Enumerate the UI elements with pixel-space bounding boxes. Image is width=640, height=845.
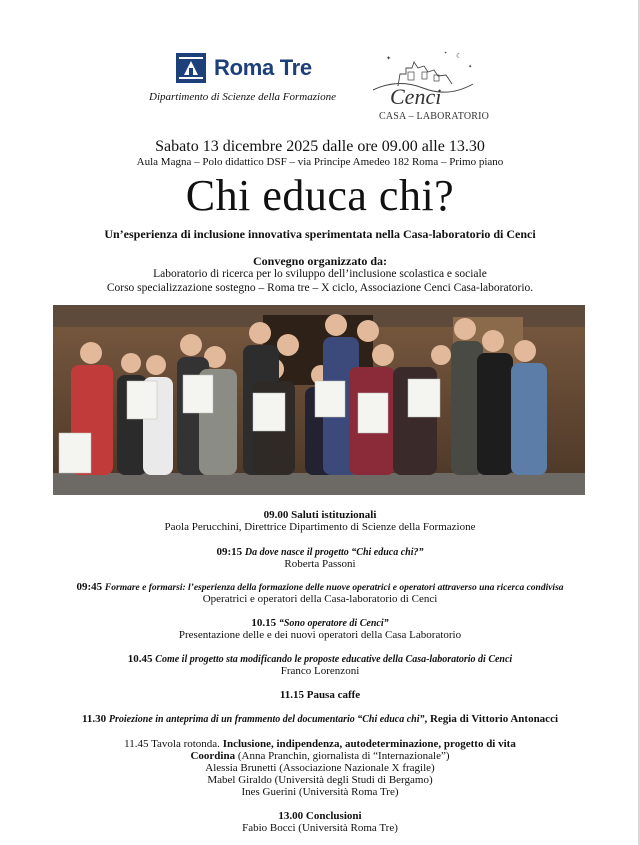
program-item (0, 738, 640, 750)
program-time: 11.45 (124, 738, 149, 750)
event-subtitle: Un’esperienza di inclusione innovativa sperimentata nella Casa-laboratorio di Cenci (104, 227, 536, 241)
program-speaker: Ines Guerini (Università Roma Tre) (241, 786, 399, 798)
svg-text:✦: ✦ (386, 56, 392, 62)
roma-tre-emblem-icon (176, 53, 206, 83)
roma-tre-logo (176, 53, 316, 85)
program-time: 10.15 (251, 617, 277, 629)
program-item (0, 713, 640, 725)
program-title: Proiezione in anteprima di un frammento del documentario “Chi educa chi” (108, 714, 425, 725)
svg-text:✦: ✦ (468, 65, 473, 70)
program-title: Come il progetto sta modificando le proposte educative della Casa-laboratorio di Cenci (155, 654, 513, 665)
program-speaker: Alessia Brunetti (Associazione Nazionale X fragile) (205, 762, 435, 774)
program-time: 09.00 (263, 509, 289, 521)
program-speaker: Paola Perucchini, Direttrice Dipartimento di Scienze della Formazione (164, 521, 476, 533)
program-item (0, 509, 640, 521)
program-speaker: Fabio Bocci (Università Roma Tre) (242, 822, 398, 834)
program-time: 11.15 (279, 689, 304, 701)
program-item (0, 689, 640, 701)
program-title: Pausa caffe (306, 689, 361, 701)
event-date: Sabato 13 dicembre 2025 dalle ore 09.00 alle 13.30 (155, 138, 485, 155)
program-title: Conclusioni (305, 810, 362, 822)
program-item (0, 810, 640, 822)
program-item (0, 617, 640, 629)
program-title: Saluti istituzionali (291, 509, 377, 521)
svg-text:✦: ✦ (444, 50, 448, 55)
svg-text:☾: ☾ (456, 52, 463, 60)
program-item (0, 581, 640, 593)
program-time: 09:15 (216, 546, 243, 558)
program-item (0, 653, 640, 665)
event-venue: Aula Magna – Polo didattico DSF – via Principe Amedeo 182 Roma – Primo piano (136, 156, 504, 168)
department-name: Dipartimento di Scienze della Formazione (149, 91, 336, 103)
cenci-script-logo: Cenci (390, 84, 442, 109)
program-speaker: Presentazione delle e dei nuovi operatori della Casa Laboratorio (178, 629, 462, 641)
program-extra: , Regia di Vittorio Antonacci (424, 713, 559, 725)
university-name: Roma Tre (214, 55, 312, 80)
event-title: Chi educa chi? (185, 171, 455, 220)
organizer-heading: Convegno organizzato da: (253, 254, 387, 268)
program-item (0, 546, 640, 558)
coordinator-name: (Anna Pranchin, giornalista di “Internazionale”) (237, 750, 450, 762)
program-time: 13.00 (278, 810, 304, 822)
organizer-line: Corso specializzazione sostegno – Roma tre – X ciclo, Associazione Cenci Casa-laboratorio. (106, 282, 534, 294)
coordinator-label: Coordina (190, 750, 236, 762)
program-title: Formare e formarsi: l’esperienza della formazione delle nuove operatrici e operatori attraverso una ricerca condivisa (104, 583, 564, 593)
program-title: Inclusione, indipendenza, autodeterminazione, progetto di vita (222, 738, 516, 750)
program-speaker: Roberta Passoni (284, 558, 356, 570)
program-speaker: Mabel Giraldo (Università degli Studi di Bergamo) (207, 774, 433, 786)
program-time: 11.30 (81, 713, 107, 725)
program-title: “Sono operatore di Cenci” (278, 618, 389, 629)
program-time: 09:45 (76, 581, 103, 593)
program-speaker: Operatrici e operatori della Casa-laboratorio di Cenci (202, 593, 438, 605)
program-title: Da dove nasce il progetto “Chi educa chi?” (244, 547, 424, 558)
program-speaker: Franco Lorenzoni (280, 665, 360, 677)
organizer-line: Laboratorio di ricerca per lo sviluppo dell’inclusione scolastica e sociale (153, 268, 487, 280)
cenci-logo-caption: CASA – LABORATORIO (379, 111, 490, 122)
program-prefix: Tavola rotonda. (151, 738, 220, 750)
group-photo (53, 305, 585, 495)
program-time: 10.45 (127, 653, 153, 665)
program-coordinator (0, 750, 640, 762)
